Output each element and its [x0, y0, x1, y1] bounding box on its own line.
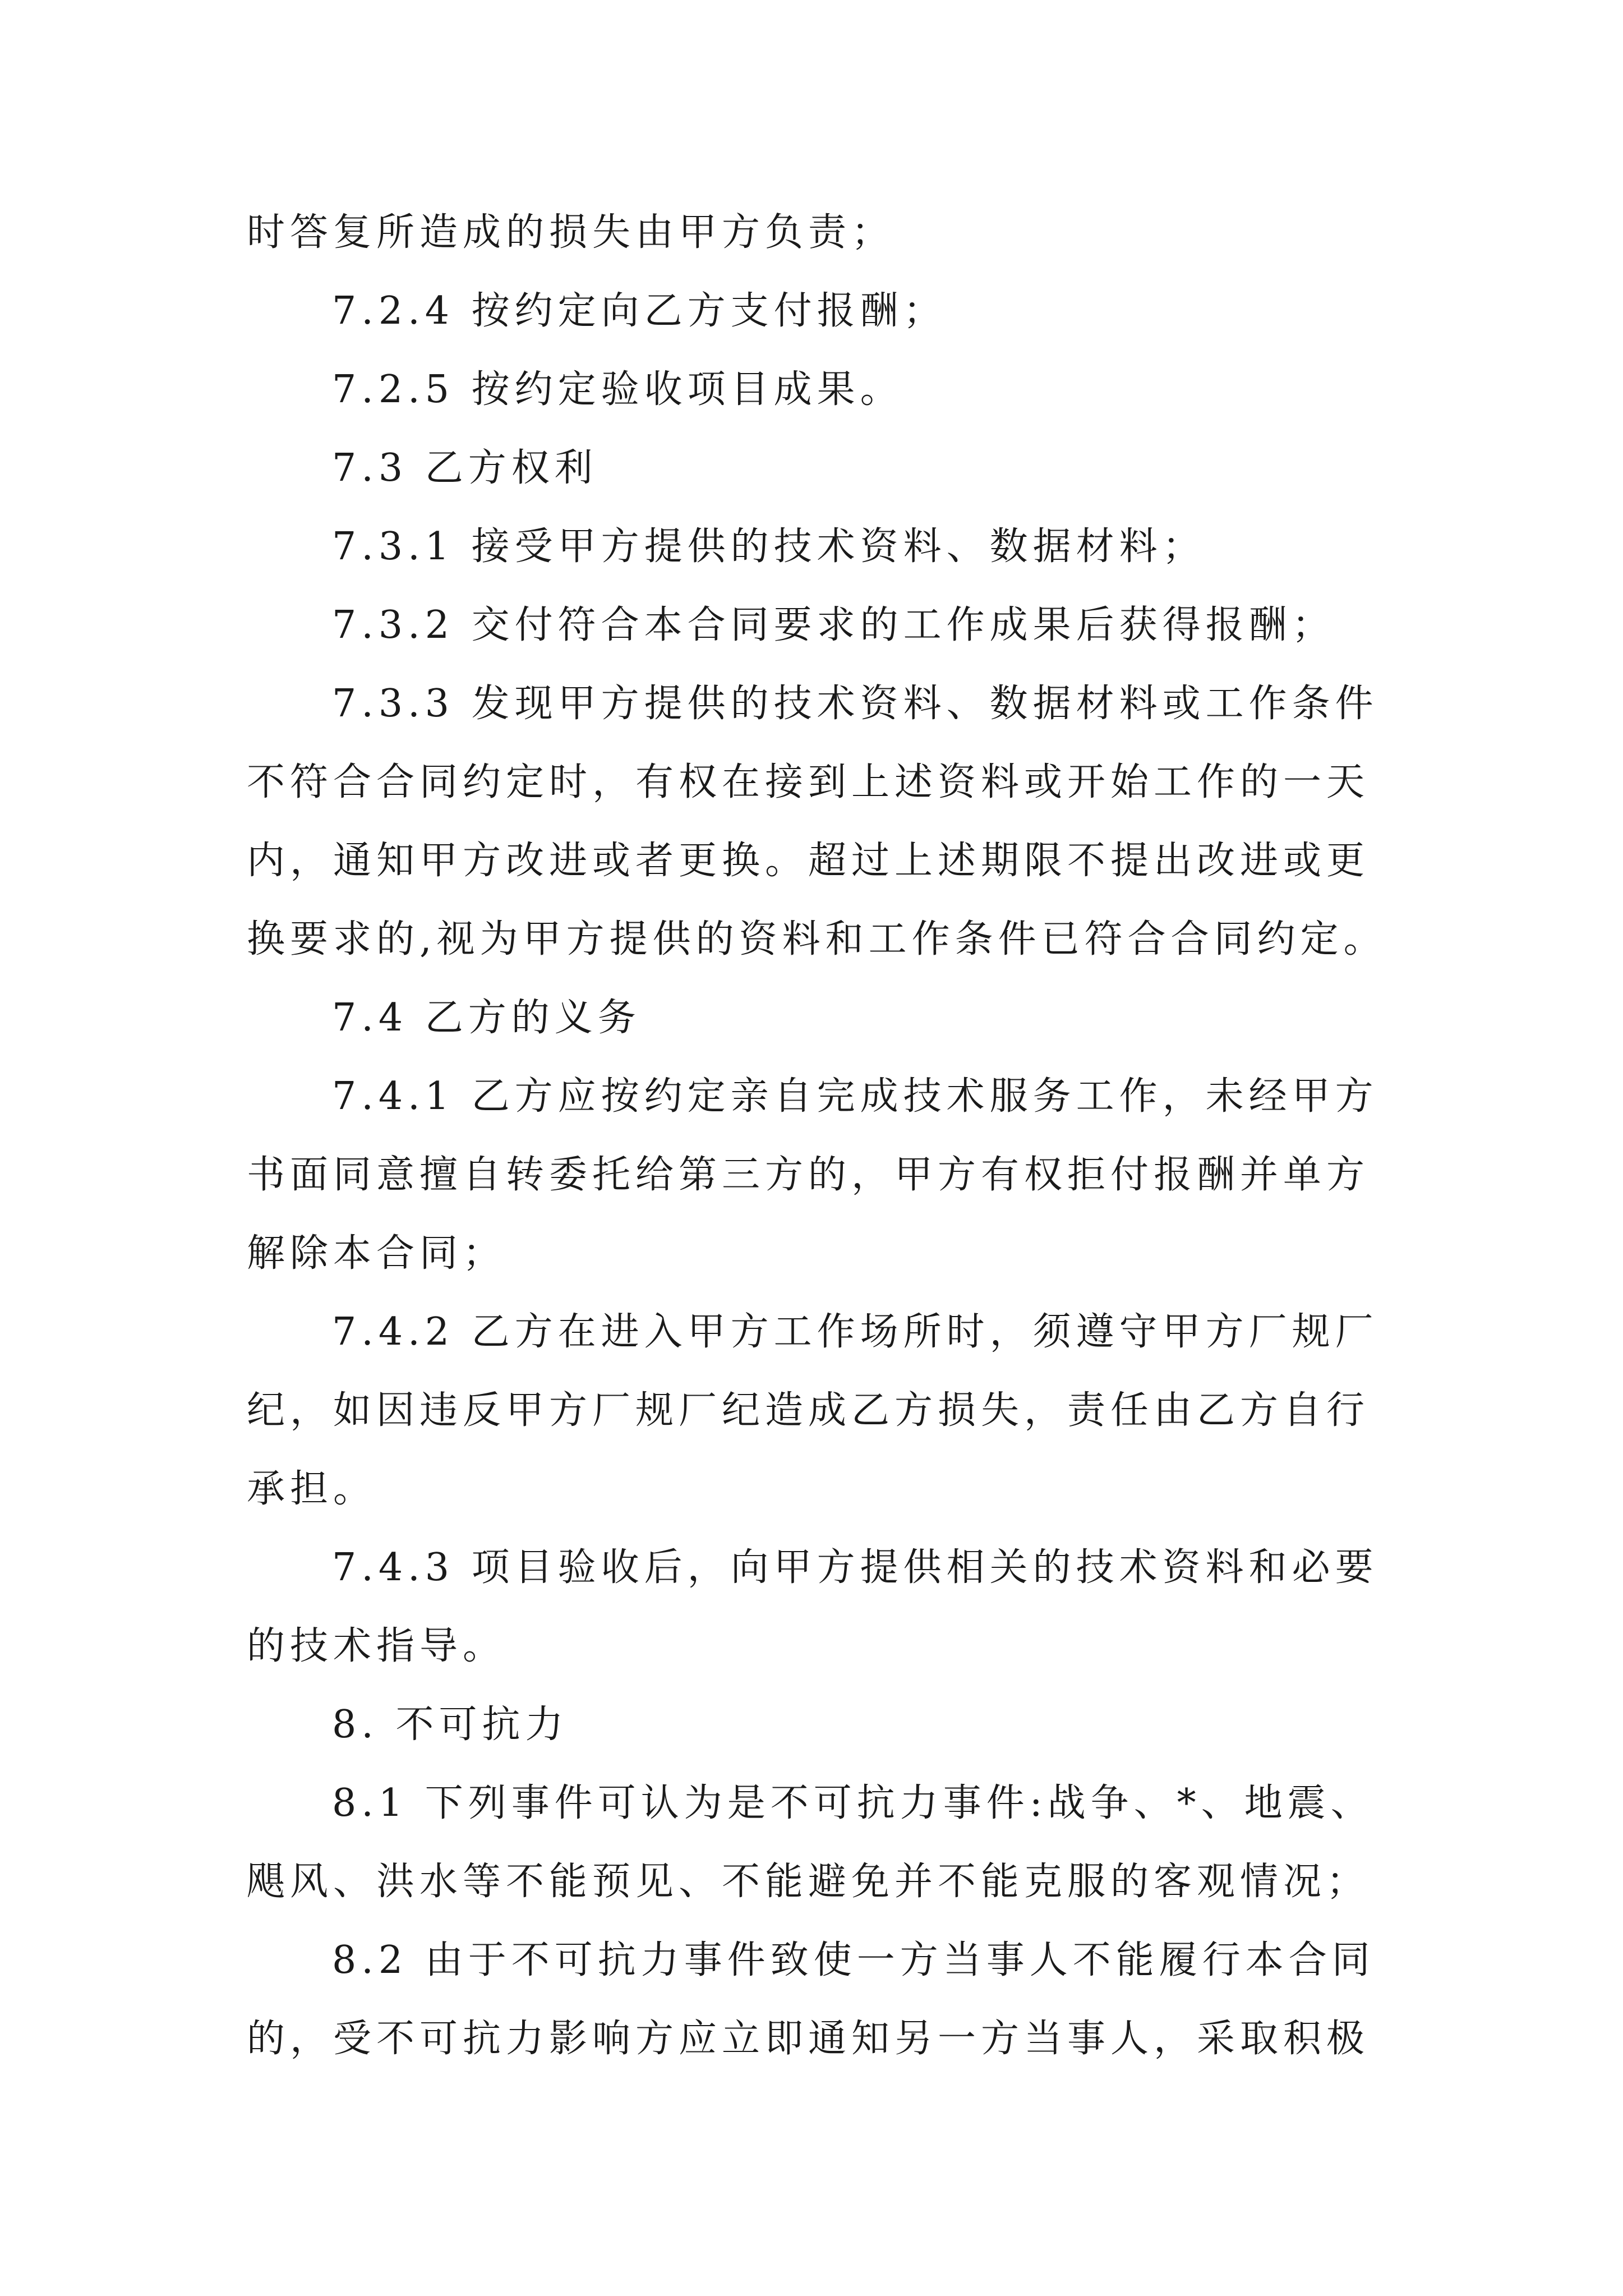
text-line: 7.4.3 项目验收后，向甲方提供相关的技术资料和必要: [332, 1545, 1378, 1590]
text-line: 7.2.5 按约定验收项目成果。: [332, 367, 903, 412]
text-line: 7.4.2 乙方在进入甲方工作场所时，须遵守甲方厂规厂: [332, 1310, 1378, 1354]
text-line: 纪，如因违反甲方厂规厂纪造成乙方损失，责任由乙方自行: [247, 1388, 1370, 1433]
text-line: 7.3.1 接受甲方提供的技术资料、数据材料；: [332, 524, 1206, 569]
text-line: 书面同意擅自转委托给第三方的，甲方有权拒付报酬并单方: [247, 1153, 1370, 1197]
text-line: 换要求的,视为甲方提供的资料和工作条件已符合合同约定。: [247, 917, 1387, 961]
text-line: 解除本合同；: [247, 1231, 506, 1276]
text-line: 飓风、洪水等不能预见、不能避免并不能克服的客观情况；: [247, 1860, 1370, 1904]
section-heading: 7.3 乙方权利: [332, 446, 598, 490]
document-body: [247, 194, 1391, 2078]
text-line: 8.2 由于不可抗力事件致使一方当事人不能履行本合同: [332, 1938, 1375, 1982]
text-line: 8.1 下列事件可认为是不可抗力事件:战争、*、地震、: [332, 1781, 1374, 1825]
text-line: 的，受不可抗力影响方应立即通知另一方当事人，采取积极: [247, 2017, 1370, 2061]
text-line: 时答复所造成的损失由甲方负责；: [247, 210, 895, 255]
text-line: 内，通知甲方改进或者更换。超过上述期限不提出改进或更: [247, 839, 1370, 883]
text-line: 7.4.1 乙方应按约定亲自完成技术服务工作，未经甲方: [332, 1074, 1378, 1119]
text-line: 的技术指导。: [247, 1624, 506, 1668]
text-line: 7.2.4 按约定向乙方支付报酬；: [332, 289, 947, 333]
text-line: 承担。: [247, 1467, 377, 1511]
section-heading: 8. 不可抗力: [332, 1703, 569, 1747]
text-line: 7.3.3 发现甲方提供的技术资料、数据材料或工作条件: [332, 682, 1378, 726]
text-line: 不符合合同约定时，有权在接到上述资料或开始工作的一天: [247, 760, 1370, 804]
text-line: 7.3.2 交付符合本合同要求的工作成果后获得报酬；: [332, 603, 1335, 647]
section-heading: 7.4 乙方的义务: [332, 996, 641, 1040]
